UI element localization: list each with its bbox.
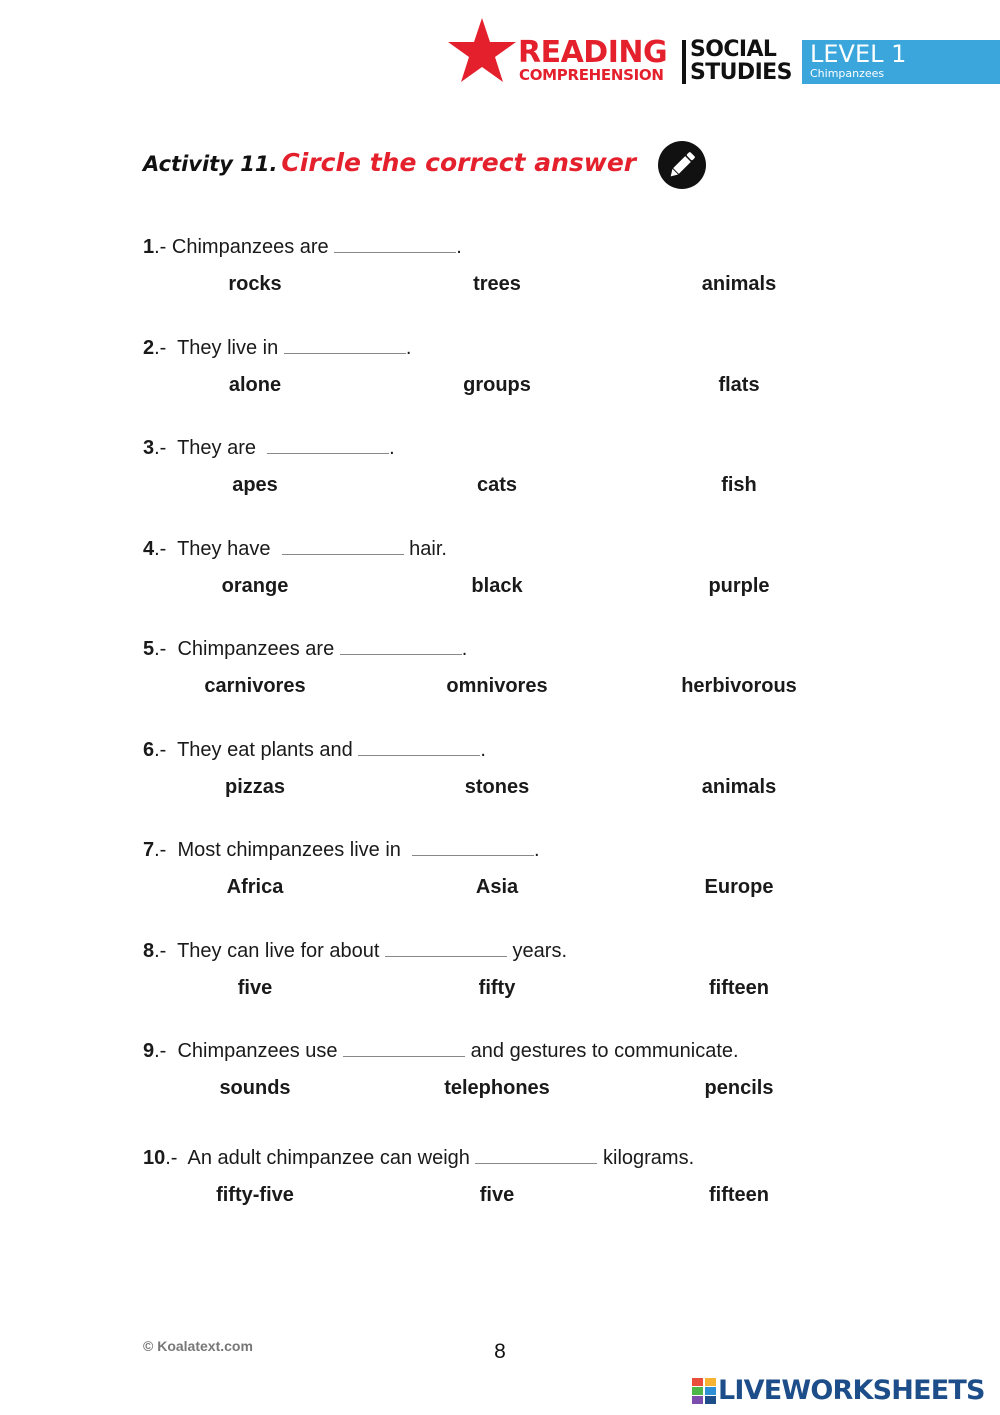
answer-blank[interactable] — [475, 1146, 597, 1164]
comprehension-label: COMPREHENSION — [519, 66, 664, 84]
answer-option[interactable]: pencils — [704, 1077, 774, 1099]
copyright: © Koalatext.com — [143, 1338, 253, 1354]
question-text: They eat plants and — [177, 739, 359, 761]
question-separator: .- — [154, 1040, 178, 1062]
question-text-end: . — [389, 437, 395, 459]
answer-option[interactable]: apes — [232, 474, 278, 496]
question-10 — [143, 1146, 694, 1170]
question-text: Chimpanzees are — [177, 638, 340, 660]
question-separator: .- — [154, 437, 178, 459]
question-6 — [143, 738, 486, 762]
question-1 — [143, 235, 462, 259]
answer-blank[interactable] — [358, 738, 480, 756]
level-badge — [802, 40, 1000, 84]
answer-blank[interactable] — [267, 436, 389, 454]
question-text: Chimpanzees use — [177, 1040, 344, 1062]
answer-option[interactable]: fifty-five — [216, 1184, 294, 1206]
question-9 — [143, 1039, 739, 1063]
question-3 — [143, 436, 395, 460]
question-text-end: . — [456, 236, 462, 258]
question-8 — [143, 939, 567, 963]
answer-option[interactable]: animals — [701, 273, 777, 295]
question-text-end: years. — [506, 940, 568, 962]
question-text-end: . — [405, 337, 412, 359]
question-text-end: and gestures to communicate. — [465, 1040, 739, 1062]
question-text-end: . — [534, 839, 540, 861]
question-text: They live in — [177, 337, 284, 359]
answer-option[interactable]: black — [471, 575, 523, 597]
answer-option[interactable]: flats — [718, 374, 760, 396]
answer-option[interactable]: pizzas — [224, 776, 286, 798]
question-number: 6 — [143, 739, 155, 761]
studies-label: STUDIES — [690, 60, 792, 85]
question-separator: .- — [154, 538, 178, 560]
answer-option[interactable]: groups — [463, 374, 531, 396]
social-label: SOCIAL — [690, 37, 777, 62]
activity-title — [143, 148, 636, 177]
question-number: 8 — [143, 940, 155, 962]
answer-option[interactable]: Africa — [226, 876, 284, 898]
answer-option[interactable]: cats — [476, 474, 518, 496]
question-separator: .- — [154, 739, 178, 761]
answer-option[interactable]: fifteen — [709, 1184, 769, 1206]
answer-blank[interactable] — [343, 1039, 465, 1057]
question-text: Chimpanzees are — [171, 236, 335, 258]
question-text: An adult chimpanzee can weigh — [187, 1147, 476, 1169]
pencil-icon — [658, 141, 706, 189]
answer-option[interactable]: purple — [708, 575, 770, 597]
answer-option[interactable]: omnivores — [446, 675, 548, 697]
question-number: 10 — [143, 1147, 166, 1169]
topic-label: Chimpanzees — [810, 67, 885, 80]
star-icon — [446, 16, 518, 84]
answer-option[interactable]: Asia — [475, 876, 519, 898]
question-separator: .- — [154, 940, 178, 962]
page-number: 8 — [494, 1340, 506, 1363]
question-number: 4 — [143, 538, 155, 560]
answer-option[interactable]: orange — [221, 575, 289, 597]
answer-option[interactable]: Europe — [704, 876, 774, 898]
answer-option[interactable]: sounds — [219, 1077, 291, 1099]
answer-option[interactable]: fish — [721, 474, 757, 496]
answer-option[interactable]: carnivores — [204, 675, 306, 697]
answer-blank[interactable] — [340, 637, 462, 655]
level-label: LEVEL 1 — [810, 40, 907, 68]
question-text: They can live for about — [177, 940, 385, 962]
question-number: 1 — [143, 236, 155, 258]
question-text: They have — [177, 538, 282, 560]
answer-blank[interactable] — [412, 838, 534, 856]
reading-label: READING — [518, 35, 668, 70]
answer-option[interactable]: five — [237, 977, 273, 999]
header-brand — [446, 14, 1000, 86]
answer-option[interactable]: fifteen — [709, 977, 769, 999]
question-number: 2 — [143, 337, 155, 359]
question-2 — [143, 336, 411, 360]
question-separator: .- — [154, 236, 172, 258]
question-separator: .- — [154, 337, 178, 359]
answer-option[interactable]: five — [479, 1184, 515, 1206]
answer-blank[interactable] — [334, 235, 456, 253]
answer-option[interactable]: alone — [228, 374, 282, 396]
liveworksheets-text: LIVEWORKSHEETS — [718, 1375, 985, 1406]
question-number: 5 — [143, 638, 155, 660]
answer-option[interactable]: fifty — [478, 977, 516, 999]
question-text-end: . — [461, 638, 468, 660]
question-7 — [143, 838, 540, 862]
answer-blank[interactable] — [385, 939, 507, 957]
question-text-end: hair. — [403, 538, 447, 560]
question-text: They are — [177, 437, 268, 459]
question-number: 3 — [143, 437, 155, 459]
header-divider — [682, 40, 686, 84]
answer-option[interactable]: animals — [701, 776, 777, 798]
activity-number: Activity 11. — [143, 152, 278, 176]
answer-blank[interactable] — [284, 336, 406, 354]
logo-grid-icon — [692, 1378, 716, 1404]
answer-blank[interactable] — [282, 537, 404, 555]
answer-option[interactable]: trees — [473, 273, 521, 295]
question-separator: .- — [165, 1147, 188, 1169]
answer-option[interactable]: herbivorous — [681, 675, 797, 697]
answer-option[interactable]: rocks — [228, 273, 282, 295]
question-4 — [143, 537, 447, 561]
question-text-end: kilograms. — [597, 1147, 695, 1169]
question-number: 7 — [143, 839, 155, 861]
question-text: Most chimpanzees live in — [177, 839, 413, 861]
question-separator: .- — [154, 839, 178, 861]
activity-instruction: Circle the correct answer — [281, 148, 637, 177]
question-number: 9 — [143, 1040, 155, 1062]
question-text-end: . — [480, 739, 486, 761]
answer-option[interactable]: stones — [464, 776, 530, 798]
question-separator: .- — [154, 638, 178, 660]
answer-option[interactable]: telephones — [444, 1077, 550, 1099]
question-5 — [143, 637, 467, 661]
